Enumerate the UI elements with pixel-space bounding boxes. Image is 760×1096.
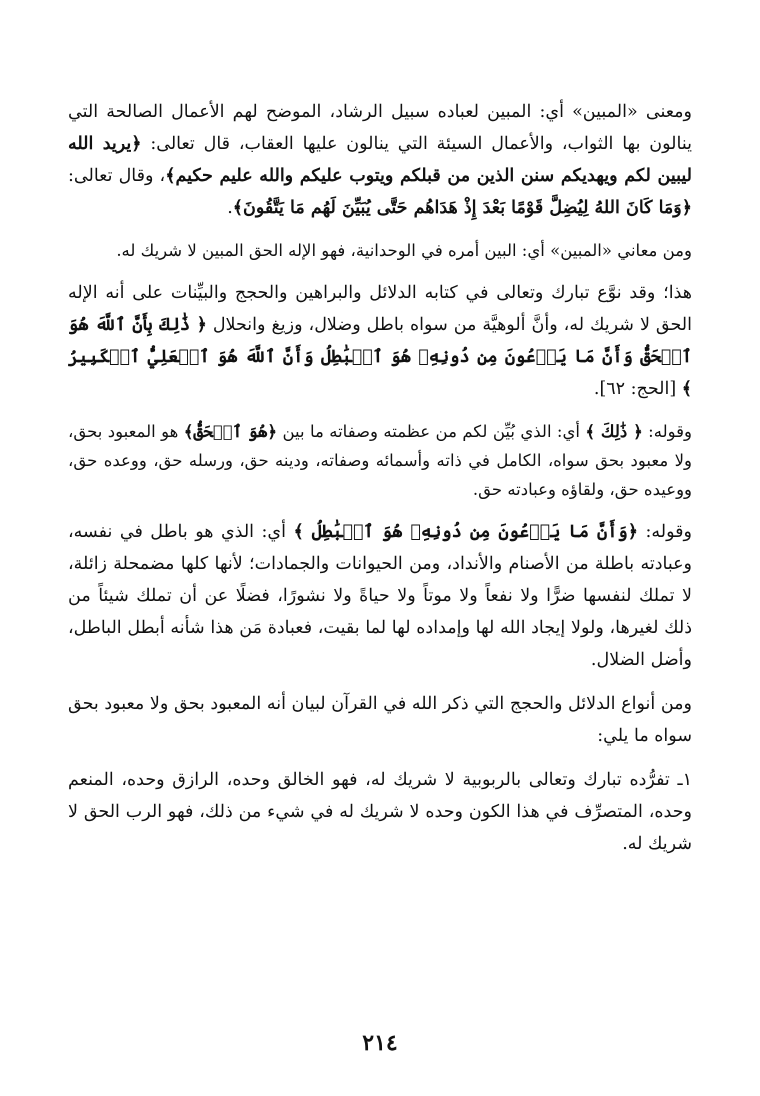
- paragraph-falsehood-explanation: [68, 516, 692, 676]
- paragraph-text: وقوله:: [638, 522, 692, 542]
- paragraph-text: هو المعبود بحق، ولا معبود بحق سواه، الكامل في ذاته وأسمائه وصفاته، ودينه حق، ورسله حق، ووعده حق، ووعيده حق، ولقاؤه وعبادته حق.: [68, 422, 692, 499]
- quran-verse: ﴿وَمَا كَانَ اللهُ لِيُضِلَّ قَوْمًا بَعْدَ إِذْ هَدَاهُم حَتَّى يُبَيِّنَ لَهُم مَا يَتَّقُونَ﴾: [232, 198, 692, 218]
- paragraph-text: ١ـ تفرُّده تبارك وتعالى بالربوبية لا شريك له، فهو الخالق وحده، الرازق وحده، المنعم وحده، المتصرِّف في هذا الكون وحده لا شريك له في شيء من ذلك، فهو الرب الحق لا شريك له.: [68, 770, 692, 854]
- quran-verse: ﴿ ذَٰلِكَ بِأَنَّ ٱللَّهَ هُوَ ٱلۡحَقُّ وَأَنَّ مَا يَدۡعُونَ مِن دُونِهِۦ هُوَ ٱلۡبَٰطِلُ وَأَنَّ ٱللَّهَ هُوَ ٱلۡعَلِيُّ ٱلۡكَبِيرُ ﴾: [68, 315, 692, 399]
- paragraph-text: هذا؛ وقد نوَّع تبارك وتعالى في كتابه الدلائل والبراهين والحجج والبيِّنات على أنه الإله الحق لا شريك له، وأنَّ ألوهيَّة من سواه باطل وضلال، وزيغ وانحلال: [68, 283, 692, 335]
- quran-verse: ﴿هُوَ ٱلۡحَقُّ﴾: [183, 422, 278, 441]
- paragraph-text: .: [227, 198, 233, 218]
- paragraph-text: ومعنى «المبين» أي: المبين لعباده سبيل الرشاد، الموضح لهم الأعمال الصالحة التي ينالون بها الثواب، والأعمال السيئة التي ينالون عليها العقاب، قال تعالى:: [68, 102, 692, 154]
- paragraph-first-evidence: [68, 764, 692, 860]
- verse-reference: [الحج: ٦٢].: [593, 379, 682, 399]
- paragraph-evidences: [68, 277, 692, 405]
- paragraph-types-of-evidence: [68, 688, 692, 752]
- paragraph-text: ومن معاني «المبين» أي: البين أمره في الوحدانية، فهو الإله الحق المبين لا شريك له.: [116, 241, 692, 260]
- paragraph-dhalika-explanation: [68, 417, 692, 504]
- paragraph-text: ، وقال تعالى:: [68, 166, 166, 186]
- paragraph-text: أي: الذي هو باطل في نفسه، وعبادته باطلة من الأصنام والأنداد، ومن الحيوانات والجمادات؛ لأنها كلها مضمحلة زائلة، لا تملك لنفسها ضرًّا ولا نفعاً ولا موتاً ولا حياةً ولا نشورًا، فضلًا عن أن تملك شيئاً من ذلك لغيرها، ولولا إيجاد الله لها وإمداده لها لما بقيت، فعبادة مَن هذا شأنه أبطل الباطل، وأضل الضلال.: [68, 522, 692, 670]
- paragraph-second-meaning: [68, 236, 692, 265]
- quran-verse: ﴿يريد الله ليبين لكم ويهديكم سنن الذين من قبلكم ويتوب عليكم والله عليم حكيم﴾: [68, 134, 692, 186]
- paragraph-text: وقوله:: [642, 422, 692, 441]
- book-page: [68, 96, 692, 996]
- quran-verse: ﴿وَأَنَّ مَا يَدۡعُونَ مِن دُونِهِۦ هُوَ ٱلۡبَٰطِلُ ﴾: [293, 522, 639, 542]
- paragraph-meaning-of-al-mubin: [68, 96, 692, 224]
- paragraph-text: ومن أنواع الدلائل والحجج التي ذكر الله في القرآن لبيان أنه المعبود بحق ولا معبود بحق سواه ما يلي:: [68, 694, 692, 746]
- paragraph-text: أي: الذي بُيِّن لكم من عظمته وصفاته ما بين: [277, 422, 586, 441]
- page-number: ٢١٤: [362, 1030, 398, 1056]
- quran-verse: ﴿ ذَٰلِكَ ﴾: [585, 422, 643, 441]
